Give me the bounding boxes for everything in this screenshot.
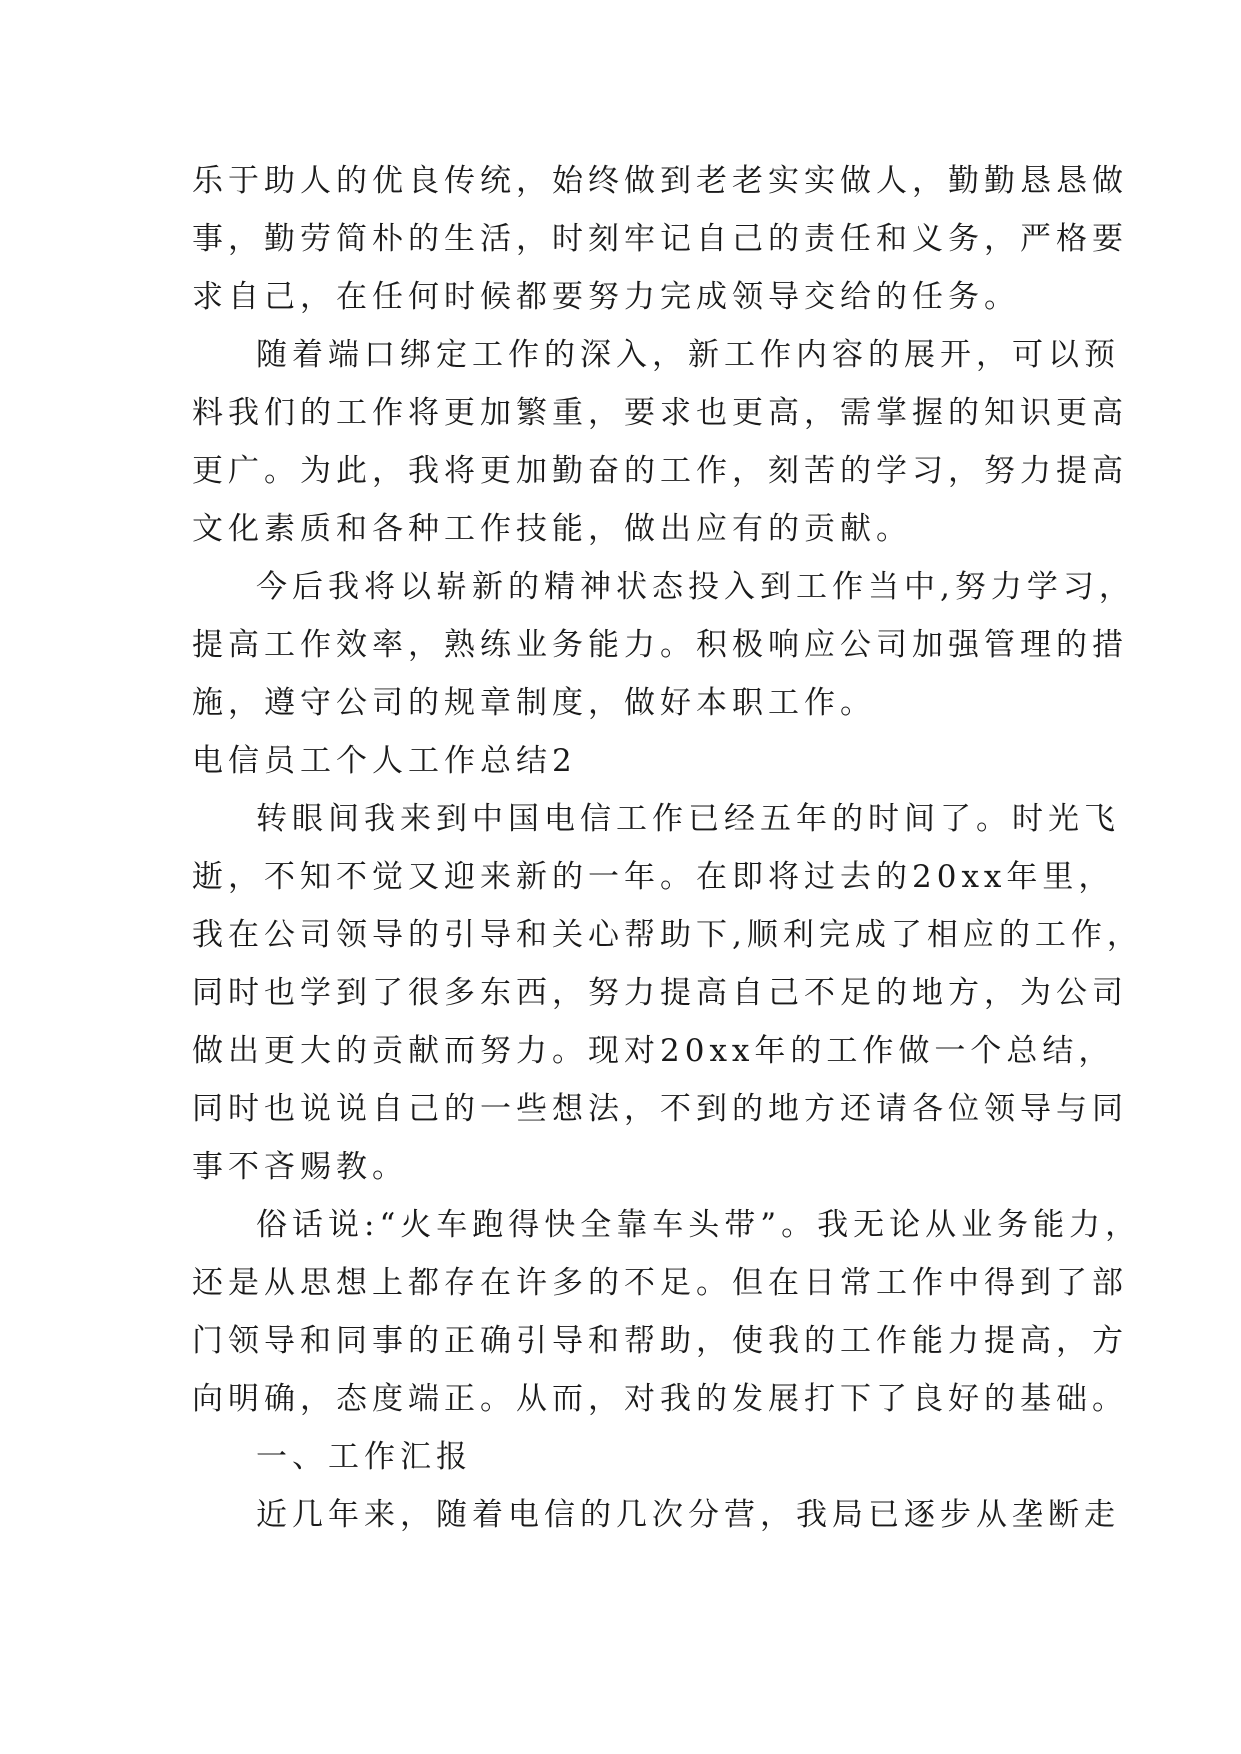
text-line: 乐于助人的优良传统，始终做到老老实实做人，勤勤恳恳做 xyxy=(192,163,1128,199)
text-line: 料我们的工作将更加繁重，要求也更高，需掌握的知识更高 xyxy=(192,395,1128,431)
text-line: 向明确，态度端正。从而，对我的发展打下了良好的基础。 xyxy=(192,1381,1128,1417)
text-line: 求自己，在任何时候都要努力完成领导交给的任务。 xyxy=(192,279,1020,315)
text-line: 还是从思想上都存在许多的不足。但在日常工作中得到了部 xyxy=(192,1265,1128,1301)
text-line: 今后我将以崭新的精神状态投入到工作当中,努力学习， xyxy=(256,569,1135,605)
text-line: 事，勤劳简朴的生活，时刻牢记自己的责任和义务，严格要 xyxy=(192,221,1128,257)
text-line: 随着端口绑定工作的深入，新工作内容的展开，可以预 xyxy=(256,337,1120,373)
text-line: 俗话说:“火车跑得快全靠车头带”。我无论从业务能力， xyxy=(256,1207,1142,1243)
text-line: 同时也说说自己的一些想法，不到的地方还请各位领导与同 xyxy=(192,1091,1128,1127)
text-line: 做出更大的贡献而努力。现对20xx年的工作做一个总结， xyxy=(192,1033,1115,1069)
text-line: 我在公司领导的引导和关心帮助下,顺利完成了相应的工作， xyxy=(192,917,1143,953)
subsection-heading: 一、工作汇报 xyxy=(256,1439,472,1475)
text-line: 逝，不知不觉又迎来新的一年。在即将过去的20xx年里， xyxy=(192,859,1115,895)
text-line: 更广。为此，我将更加勤奋的工作，刻苦的学习，努力提高 xyxy=(192,453,1128,489)
text-line: 近几年来，随着电信的几次分营，我局已逐步从垄断走 xyxy=(256,1497,1120,1533)
text-line: 提高工作效率，熟练业务能力。积极响应公司加强管理的措 xyxy=(192,627,1128,663)
text-line: 转眼间我来到中国电信工作已经五年的时间了。时光飞 xyxy=(256,801,1120,837)
text-line: 门领导和同事的正确引导和帮助，使我的工作能力提高，方 xyxy=(192,1323,1128,1359)
section-heading: 电信员工个人工作总结2 xyxy=(192,743,577,779)
text-line: 施，遵守公司的规章制度，做好本职工作。 xyxy=(192,685,876,721)
text-line: 文化素质和各种工作技能，做出应有的贡献。 xyxy=(192,511,912,547)
text-line: 同时也学到了很多东西，努力提高自己不足的地方，为公司 xyxy=(192,975,1128,1011)
text-line: 事不吝赐教。 xyxy=(192,1149,408,1185)
